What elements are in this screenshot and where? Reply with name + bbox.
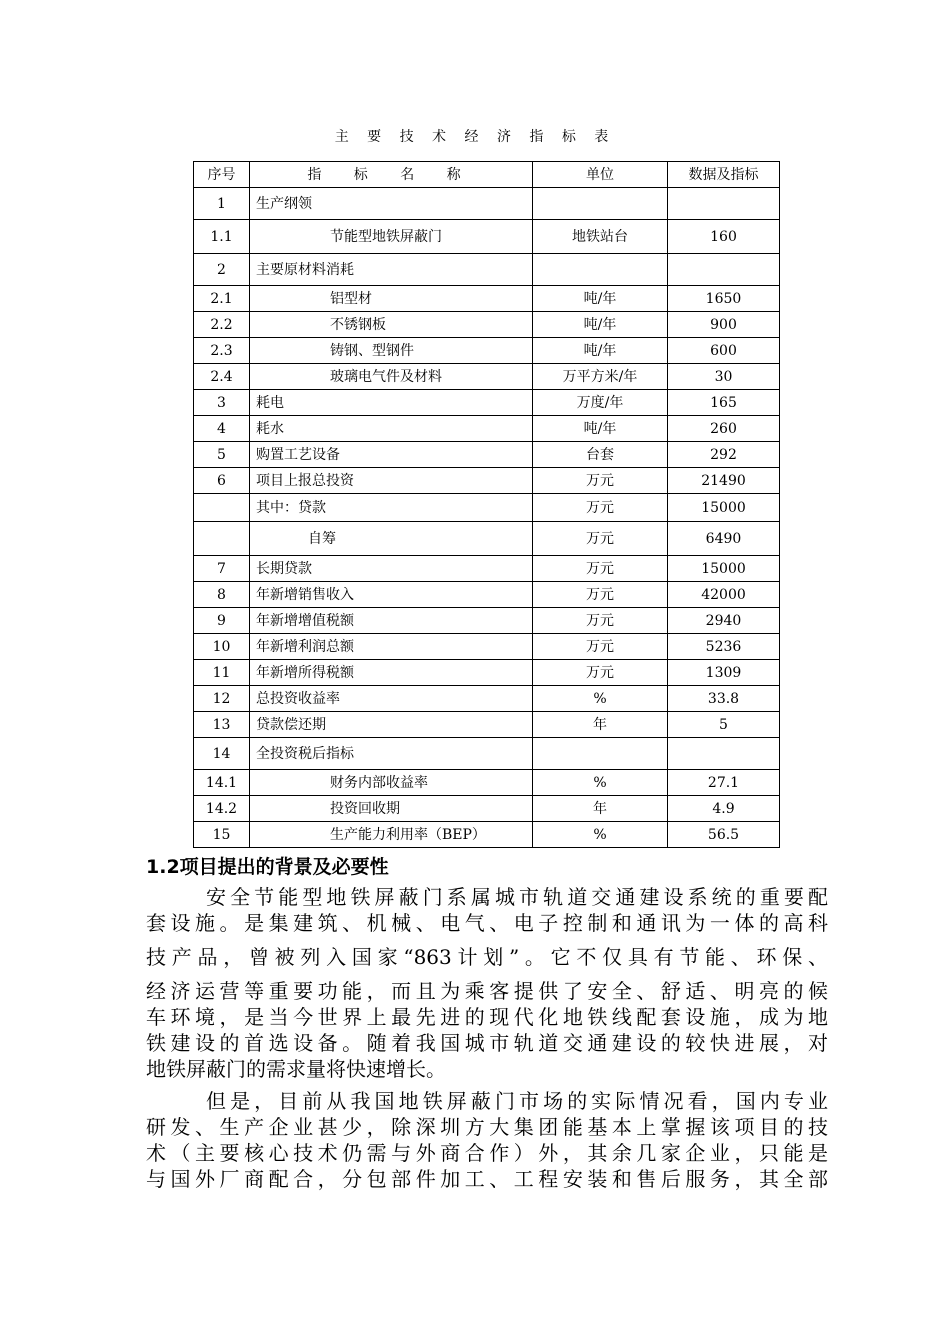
row-name: 投资回收期 bbox=[250, 796, 533, 822]
row-number: 11 bbox=[194, 660, 250, 686]
row-value: 5 bbox=[668, 712, 780, 738]
row-value: 165 bbox=[668, 390, 780, 416]
row-name: 生产纲领 bbox=[250, 188, 533, 220]
row-number: 2.3 bbox=[194, 338, 250, 364]
row-name: 自筹 bbox=[250, 522, 533, 556]
row-name: 耗水 bbox=[250, 416, 533, 442]
table-row bbox=[194, 390, 780, 416]
row-number: 3 bbox=[194, 390, 250, 416]
table-row bbox=[194, 522, 780, 556]
paragraph-line: 技产品，曾被列入国家“863计划”。它不仅具有节能、环保、 bbox=[146, 945, 828, 969]
table-row bbox=[194, 286, 780, 312]
row-unit: 万平方米/年 bbox=[533, 364, 668, 390]
row-name: 贷款偿还期 bbox=[250, 712, 533, 738]
row-name: 总投资收益率 bbox=[250, 686, 533, 712]
row-name: 项目上报总投资 bbox=[250, 468, 533, 494]
table-row bbox=[194, 416, 780, 442]
row-name: 购置工艺设备 bbox=[250, 442, 533, 468]
row-unit: 吨/年 bbox=[533, 416, 668, 442]
row-unit: % bbox=[533, 686, 668, 712]
row-value: 30 bbox=[668, 364, 780, 390]
paragraph-line: 安全节能型地铁屏蔽门系属城市轨道交通建设系统的重要配 bbox=[206, 885, 828, 909]
row-value: 27.1 bbox=[668, 770, 780, 796]
row-unit: 万元 bbox=[533, 522, 668, 556]
table-row bbox=[194, 254, 780, 286]
paragraph-line: 研发、生产企业甚少，除深圳方大集团能基本上掌握该项目的技 bbox=[146, 1115, 828, 1139]
table-row bbox=[194, 188, 780, 220]
row-value: 292 bbox=[668, 442, 780, 468]
row-number: 15 bbox=[194, 822, 250, 848]
table-row bbox=[194, 220, 780, 254]
header-cell: 指 标 名 称 bbox=[250, 162, 533, 188]
row-value: 600 bbox=[668, 338, 780, 364]
paragraph-line: 术（主要核心技术仍需与外商合作）外，其余几家企业，只能是 bbox=[146, 1141, 828, 1165]
row-number: 8 bbox=[194, 582, 250, 608]
row-unit: 年 bbox=[533, 796, 668, 822]
row-value: 21490 bbox=[668, 468, 780, 494]
row-value: 2940 bbox=[668, 608, 780, 634]
row-unit: % bbox=[533, 822, 668, 848]
row-name: 不锈钢板 bbox=[250, 312, 533, 338]
row-unit: 年 bbox=[533, 712, 668, 738]
row-number: 10 bbox=[194, 634, 250, 660]
row-value: 56.5 bbox=[668, 822, 780, 848]
row-number: 1.1 bbox=[194, 220, 250, 254]
row-unit: 万度/年 bbox=[533, 390, 668, 416]
row-name: 主要原材料消耗 bbox=[250, 254, 533, 286]
row-name: 生产能力利用率（BEP） bbox=[250, 822, 533, 848]
table-row bbox=[194, 312, 780, 338]
row-value: 160 bbox=[668, 220, 780, 254]
row-unit: 万元 bbox=[533, 660, 668, 686]
row-number: 2.1 bbox=[194, 286, 250, 312]
row-unit: 地铁站台 bbox=[533, 220, 668, 254]
row-value: 6490 bbox=[668, 522, 780, 556]
table-row bbox=[194, 494, 780, 522]
row-name: 财务内部收益率 bbox=[250, 770, 533, 796]
paragraph-line: 铁建设的首选设备。随着我国城市轨道交通建设的较快进展，对 bbox=[146, 1031, 828, 1055]
paragraph-line: 与国外厂商配合，分包部件加工、工程安装和售后服务，其全部 bbox=[146, 1167, 828, 1191]
row-value: 33.8 bbox=[668, 686, 780, 712]
row-unit: 万元 bbox=[533, 582, 668, 608]
row-number bbox=[194, 522, 250, 556]
row-number: 1 bbox=[194, 188, 250, 220]
row-value: 1650 bbox=[668, 286, 780, 312]
paragraph-line: 套设施。是集建筑、机械、电气、电子控制和通讯为一体的高科 bbox=[146, 911, 828, 935]
table-row bbox=[194, 770, 780, 796]
table-header-row bbox=[194, 162, 780, 188]
row-unit: 吨/年 bbox=[533, 338, 668, 364]
row-unit: 万元 bbox=[533, 494, 668, 522]
row-name: 铝型材 bbox=[250, 286, 533, 312]
table-row bbox=[194, 738, 780, 770]
row-number: 2.2 bbox=[194, 312, 250, 338]
paragraph-line: 地铁屏蔽门的需求量将快速增长。 bbox=[146, 1057, 446, 1081]
row-number: 4 bbox=[194, 416, 250, 442]
row-unit: 万元 bbox=[533, 608, 668, 634]
row-value: 900 bbox=[668, 312, 780, 338]
row-unit: 台套 bbox=[533, 442, 668, 468]
row-name: 其中：贷款 bbox=[250, 494, 533, 522]
row-number: 2.4 bbox=[194, 364, 250, 390]
indicator-table bbox=[193, 161, 780, 848]
row-name: 年新增利润总额 bbox=[250, 634, 533, 660]
row-unit: 万元 bbox=[533, 468, 668, 494]
row-number: 5 bbox=[194, 442, 250, 468]
row-number: 7 bbox=[194, 556, 250, 582]
section-heading: 1.2项目提出的背景及必要性 bbox=[146, 856, 389, 878]
table-row bbox=[194, 712, 780, 738]
row-value: 1309 bbox=[668, 660, 780, 686]
row-unit: 吨/年 bbox=[533, 286, 668, 312]
row-number: 6 bbox=[194, 468, 250, 494]
header-cell: 序号 bbox=[194, 162, 250, 188]
row-name: 节能型地铁屏蔽门 bbox=[250, 220, 533, 254]
row-name: 铸钢、型钢件 bbox=[250, 338, 533, 364]
table-row bbox=[194, 442, 780, 468]
row-unit: 万元 bbox=[533, 556, 668, 582]
header-cell: 单位 bbox=[533, 162, 668, 188]
row-unit bbox=[533, 738, 668, 770]
row-name: 玻璃电气件及材料 bbox=[250, 364, 533, 390]
paragraph-background bbox=[146, 884, 828, 1082]
table-row bbox=[194, 608, 780, 634]
row-name: 年新增所得税额 bbox=[250, 660, 533, 686]
table-row bbox=[194, 338, 780, 364]
row-number: 14.2 bbox=[194, 796, 250, 822]
row-name: 全投资税后指标 bbox=[250, 738, 533, 770]
paragraph-market bbox=[146, 1088, 828, 1192]
row-name: 长期贷款 bbox=[250, 556, 533, 582]
table-row bbox=[194, 468, 780, 494]
paragraph-line: 但是，目前从我国地铁屏蔽门市场的实际情况看，国内专业 bbox=[206, 1089, 828, 1113]
row-unit bbox=[533, 254, 668, 286]
row-value: 260 bbox=[668, 416, 780, 442]
table-row bbox=[194, 822, 780, 848]
table-row bbox=[194, 796, 780, 822]
table-row bbox=[194, 364, 780, 390]
paragraph-line: 经济运营等重要功能，而且为乘客提供了安全、舒适、明亮的候 bbox=[146, 979, 828, 1003]
header-cell: 数据及指标 bbox=[668, 162, 780, 188]
row-value bbox=[668, 738, 780, 770]
row-number: 9 bbox=[194, 608, 250, 634]
row-number: 12 bbox=[194, 686, 250, 712]
row-value: 4.9 bbox=[668, 796, 780, 822]
row-name: 年新增增值税额 bbox=[250, 608, 533, 634]
table-row bbox=[194, 582, 780, 608]
row-unit: 万元 bbox=[533, 634, 668, 660]
row-value: 15000 bbox=[668, 556, 780, 582]
row-number: 14.1 bbox=[194, 770, 250, 796]
table-title: 主 要 技 术 经 济 指 标 表 bbox=[334, 129, 616, 145]
table-row bbox=[194, 634, 780, 660]
row-number: 14 bbox=[194, 738, 250, 770]
row-value bbox=[668, 188, 780, 220]
row-value bbox=[668, 254, 780, 286]
row-unit: % bbox=[533, 770, 668, 796]
table-row bbox=[194, 660, 780, 686]
table-row bbox=[194, 556, 780, 582]
row-value: 42000 bbox=[668, 582, 780, 608]
paragraph-line: 车环境，是当今世界上最先进的现代化地铁线配套设施，成为地 bbox=[146, 1005, 828, 1029]
row-value: 15000 bbox=[668, 494, 780, 522]
row-number: 2 bbox=[194, 254, 250, 286]
table-row bbox=[194, 686, 780, 712]
row-value: 5236 bbox=[668, 634, 780, 660]
row-unit: 吨/年 bbox=[533, 312, 668, 338]
row-name: 耗电 bbox=[250, 390, 533, 416]
row-unit bbox=[533, 188, 668, 220]
row-name: 年新增销售收入 bbox=[250, 582, 533, 608]
row-number: 13 bbox=[194, 712, 250, 738]
row-number bbox=[194, 494, 250, 522]
